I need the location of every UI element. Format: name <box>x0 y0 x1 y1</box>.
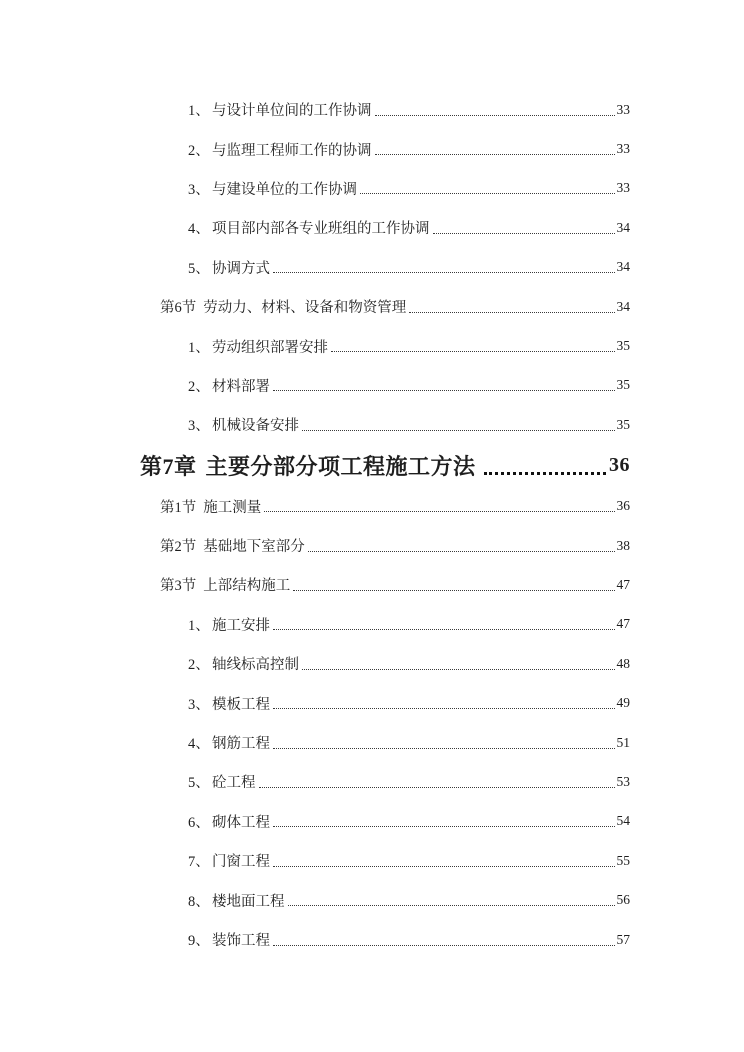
toc-entry-item[interactable] <box>0 723 630 762</box>
toc-entry-section[interactable] <box>0 565 630 604</box>
toc-entry-number: 1、 <box>188 103 210 120</box>
toc-entry-title: 基础地下室部分 <box>203 539 305 556</box>
toc-entry-title: 砌体工程 <box>212 814 270 831</box>
toc-page-number: 47 <box>616 616 630 632</box>
toc-entry-item[interactable] <box>0 841 630 880</box>
dot-leader <box>273 628 615 630</box>
toc-entry-number: 5、 <box>188 775 210 792</box>
toc-page-number: 36 <box>616 498 630 514</box>
dot-leader <box>302 668 615 670</box>
toc-page-number: 36 <box>609 454 630 477</box>
toc-entry-number: 2、 <box>188 657 210 674</box>
toc-entry-number: 4、 <box>188 221 210 238</box>
dot-leader <box>433 232 615 234</box>
toc-entry-item[interactable] <box>0 208 630 247</box>
dot-leader <box>484 471 606 475</box>
toc-entry-number: 7、 <box>188 854 210 871</box>
dot-leader <box>273 271 615 273</box>
toc-entry-number: 1、 <box>188 339 210 356</box>
toc-entry-title: 协调方式 <box>212 260 270 277</box>
toc-entry-item[interactable] <box>0 129 630 168</box>
toc-entry-section[interactable] <box>0 487 630 526</box>
toc-entry-item[interactable] <box>0 644 630 683</box>
toc-entry-number: 1、 <box>188 617 210 634</box>
dot-leader <box>273 707 615 709</box>
toc-entry-title: 装饰工程 <box>212 933 270 949</box>
toc-page-number: 51 <box>616 734 630 750</box>
toc-page-number: 54 <box>616 813 630 829</box>
toc-entry-number: 4、 <box>188 736 210 753</box>
toc-entry-title: 与监理工程师工作的协调 <box>212 142 372 159</box>
toc-entry-item[interactable] <box>0 683 630 722</box>
toc-entry-number: 3、 <box>188 418 210 435</box>
toc-page-number: 33 <box>616 141 630 157</box>
dot-leader <box>375 153 615 155</box>
toc-entry-chapter[interactable] <box>0 445 630 487</box>
dot-leader <box>302 429 615 431</box>
toc-entry-number: 第6节 <box>160 300 197 317</box>
toc-entry-item[interactable] <box>0 802 630 841</box>
dot-leader <box>308 550 615 552</box>
toc-entry-number: 9、 <box>188 933 210 949</box>
toc-entry-section[interactable] <box>0 526 630 565</box>
toc-entry-title: 轴线标高控制 <box>212 657 299 674</box>
toc-entry-title: 钢筋工程 <box>212 736 270 753</box>
toc-entry-item[interactable] <box>0 920 630 959</box>
toc-entry-item[interactable] <box>0 169 630 208</box>
toc-entry-title: 模板工程 <box>212 696 270 713</box>
toc-entry-item[interactable] <box>0 90 630 129</box>
toc-entry-number: 第1节 <box>160 499 197 516</box>
toc-entry-item[interactable] <box>0 605 630 644</box>
toc-entry-title: 劳动组织部署安排 <box>212 339 328 356</box>
toc-entry-title: 劳动力、材料、设备和物资管理 <box>203 300 407 317</box>
toc-entry-title: 机械设备安排 <box>212 418 299 435</box>
toc-entry-item[interactable] <box>0 366 630 405</box>
toc-entry-title: 与设计单位间的工作协调 <box>212 103 372 120</box>
toc-entry-title: 上部结构施工 <box>203 578 291 595</box>
toc-entry-number: 2、 <box>188 378 210 395</box>
toc-entry-title: 施工安排 <box>212 617 270 634</box>
toc-entry-item[interactable] <box>0 405 630 444</box>
toc-entry-number: 6、 <box>188 814 210 831</box>
dot-leader <box>273 747 615 749</box>
toc-entry-item[interactable] <box>0 880 630 919</box>
dot-leader <box>273 944 615 946</box>
toc-entry-number: 第2节 <box>160 539 197 556</box>
toc-page-number: 57 <box>616 931 630 947</box>
toc-page-number: 33 <box>616 180 630 196</box>
toc-entry-item[interactable] <box>0 326 630 365</box>
dot-leader <box>331 350 615 352</box>
dot-leader <box>259 786 615 788</box>
toc-page-number: 47 <box>616 576 630 592</box>
toc-entry-title: 主要分部分项工程施工方法 <box>205 454 476 480</box>
dot-leader <box>375 114 615 116</box>
dot-leader <box>288 904 615 906</box>
toc-page-number: 34 <box>616 259 630 275</box>
toc-entry-number: 3、 <box>188 181 210 198</box>
dot-leader <box>273 389 615 391</box>
toc-entry-number: 8、 <box>188 893 210 910</box>
dot-leader <box>409 311 614 313</box>
toc-entry-title: 施工测量 <box>203 499 262 516</box>
toc-entry-title: 材料部署 <box>212 378 270 395</box>
toc-entry-title: 与建设单位的工作协调 <box>212 181 357 198</box>
dot-leader <box>264 510 614 512</box>
toc-entry-number: 2、 <box>188 142 210 159</box>
toc-entry-number: 第7章 <box>140 454 197 480</box>
toc-entry-section[interactable] <box>0 287 630 326</box>
toc-entry-number: 5、 <box>188 260 210 277</box>
toc-page-number: 48 <box>616 655 630 671</box>
toc-entry-item[interactable] <box>0 248 630 287</box>
toc-entry-title: 楼地面工程 <box>212 893 285 910</box>
toc-entry-title: 项目部内部各专业班组的工作协调 <box>212 221 430 238</box>
toc-page-number: 34 <box>616 298 630 314</box>
toc-page-number: 56 <box>616 892 630 908</box>
toc-entry-number: 3、 <box>188 696 210 713</box>
toc-page-number: 35 <box>616 416 630 432</box>
toc-page-number: 49 <box>616 695 630 711</box>
dot-leader <box>273 825 615 827</box>
toc-page-number: 53 <box>616 773 630 789</box>
dot-leader <box>360 192 615 194</box>
toc-page-number: 38 <box>616 537 630 553</box>
toc-entry-title: 砼工程 <box>212 775 256 792</box>
toc-page-number: 33 <box>616 101 630 117</box>
toc-page-number: 35 <box>616 377 630 393</box>
toc-page-number: 55 <box>616 852 630 868</box>
dot-leader <box>273 865 615 867</box>
dot-leader <box>293 589 614 591</box>
toc-entry-number: 第3节 <box>160 578 197 595</box>
toc-page-number: 35 <box>616 338 630 354</box>
toc-entry-item[interactable] <box>0 762 630 801</box>
toc-entry-title: 门窗工程 <box>212 854 270 871</box>
toc-page-number: 34 <box>616 219 630 235</box>
